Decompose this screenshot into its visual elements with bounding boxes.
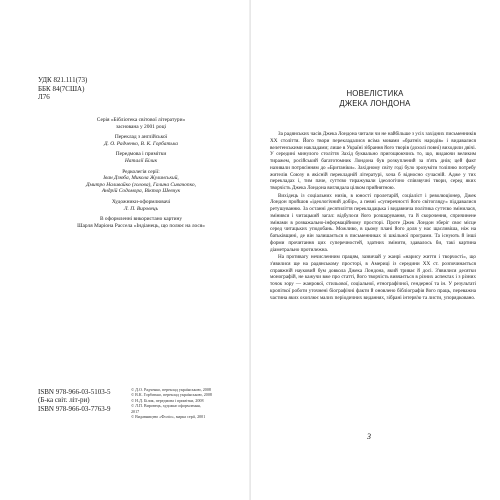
copyright-line: © Видавництво «Фоліо», марка серії, 2001: [131, 414, 206, 420]
isbn-line: (Б-ка світ. літ-ри): [38, 396, 90, 405]
imprint-line: Редколегія серії:: [122, 168, 160, 175]
title-line: ДЖЕКА ЛОНДОНА: [339, 99, 411, 108]
author-mark: Л76: [38, 93, 50, 101]
imprint-line: Л. П. Вировець: [123, 205, 159, 212]
imprint-line: Андрій Содомора, Віктор Шевчук: [101, 188, 181, 195]
imprint-line: Передмова і примітки: [115, 151, 167, 158]
copyright-line: © В.К. Горбатько, переклад українською, 2008: [131, 392, 212, 398]
isbn-block: [38, 388, 111, 413]
copyright-line: © Л.П. Вировець, художнє оформлення,: [131, 403, 201, 409]
isbn-line: ISBN 978-966-03-7763-9: [38, 404, 111, 413]
classification-codes: [38, 76, 87, 102]
copyright-line: © Д.О. Радченко, переклад українською, 2008: [131, 387, 211, 392]
imprint-line: Д. О. Радченко, В. К. Горбатька: [104, 140, 178, 147]
imprint-line: Наталії Білик: [124, 157, 158, 164]
copyright-line: © Н.Д. Білик, передмова і примітки, 2008: [131, 397, 204, 403]
paragraph: За радянських часів Джека Лондона читали чи не найбільше з усіх західних письменників XX століття. Його твори перекладалися всіма мовами «братніх народів» і видавалися велетенськими накладами; лише в Україні зібрання його творів (дохолі повні) виходили двічі. У середині минулого століття Захід буквально пригощюючись то, що, видаючи великим тиражем, російський багатотомник Лондона був розкуплений за п'ять днів; цей факт називали потрясінням до «Британіки». Західному світу годі було зрозуміти толіпню потребу жителів Союзу в якісній перекладній літературі, хоча б відносно сучасній. Адже у тих перекладах і, тим паче, суттєво тиражували ідеологічно співзвучні твори, серед яких творчість Джека Лондона виглядала цілком прийнятною.: [270, 131, 476, 192]
udc-code: УДК 821.111(73): [38, 76, 88, 84]
page-title: [255, 89, 495, 109]
paragraph: На противагу нечисленним працям, зазвичай у жанрі «нарису життя і творчості», що з'явилися ще на радянському просторі, в Америці із середини XX ст. розпочинається справжній науковий бум довкола Джека Лондона, який триває й досі. З'явилися десятки монографій, не кажучи вже про статті, його творчість вивчається в різних аспектах і з різних точок зору — жанрової, стильової, соціальної, етнографічної, гендерної та ін. У результаті кропіткої роботи уточнені біографічні факти й оновлено бібліографія його праць, переважна частина яких охоплює малих періодичних виданнях, зібрані інтерв'ю та листи, упорядковано.: [270, 254, 476, 301]
imprint-line: Шарля Маріона Рассела «Індіанець, що полює на лося»: [77, 222, 205, 229]
imprint-line: Серія «Бібліотека світової літератури»: [96, 117, 186, 123]
copyright-block: [131, 387, 212, 419]
imprint-line: Іван Дзюба, Микола Жулинський,: [103, 175, 179, 182]
bbk-code: ББК 84(7США): [38, 84, 85, 93]
imprint-line: Переклад з англійської: [114, 134, 168, 141]
copyright-line: 2017: [131, 408, 140, 414]
imprint-block: [38, 117, 244, 229]
body-text: [270, 131, 476, 302]
imprint-line: заснована у 2001 році: [116, 123, 166, 130]
imprint-line: Художники-оформлювачі: [111, 198, 171, 205]
title-line: НОВЕЛІСТИКА: [346, 89, 404, 98]
imprint-line: В оформленні використано картину: [99, 216, 183, 223]
page-number: 3: [367, 432, 371, 441]
imprint-line: Дмитро Наливайко (голова), Галина Сивачопко,: [86, 181, 196, 188]
paragraph: Вихідець із соціальних низів, в юності пролетарій, соціаліст і революціонер, Джек Лондон пройшов «ідеологічний добір», а певні «суперечності його світогляду» піддавалися ретушуванню. За останні десятиліття перекладацька і видавнича політика суттєво змінилася, змінився і читацький загал: відбулося його розшарування, та й скорочення, спричинене змінами в розважально-інформаційному просторі. Проте Джек Лондон зберіг своє місце серед читацьких уподобань. Можливо, в цьому плані його доля у нас щасливіша, ніж на батьківщині, де він залишається в письменниках зі шкільної програми. Та існують й інші форми прочитання цих суперечностей, здатних змінити, здавалось би, такі картина діаметрально протилежна.: [270, 192, 476, 253]
isbn-line: ISBN 978-966-03-5103-5: [38, 388, 111, 396]
